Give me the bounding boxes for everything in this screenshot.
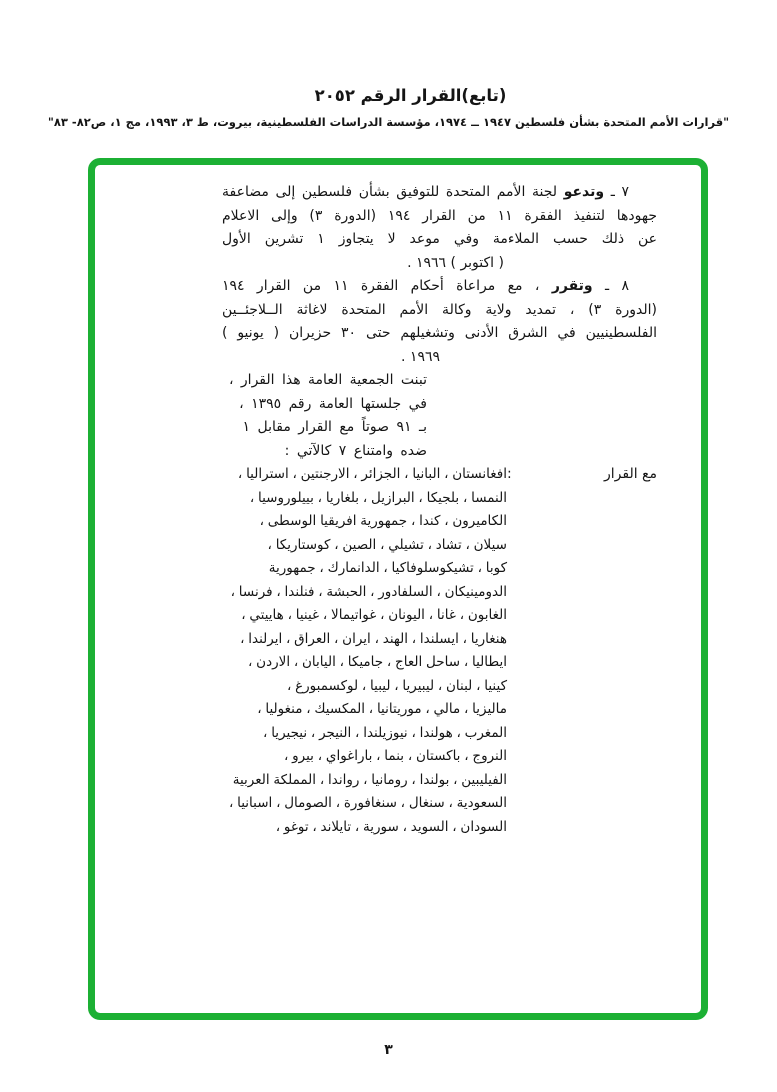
clause-7-text: لجنة الأمم المتحدة للتوفيق بشأن فلسطين إلى مضاعفة — [222, 184, 558, 200]
vote-countries-line: كينيا ، لبنان ، ليبيريا ، ليبيا ، لوكسمبورغ ، — [286, 677, 507, 694]
vote-for-label-text: مع القرار — [603, 466, 657, 482]
clause-7-line-1 — [222, 181, 657, 205]
clause-8-number: ٨ ـ — [605, 278, 630, 294]
vote-countries-line: ايطاليا ، ساحل العاج ، جاميكا ، اليابان ، الاردن ، — [248, 654, 507, 670]
vote-countries-line: افغانستان ، البانيا ، الجزائر ، الارجنتين ، استراليا ، — [237, 466, 507, 482]
adoption-line-4: ضده وامتناع ٧ كالآتي : — [284, 442, 427, 459]
vote-countries-line: ماليزيا ، مالي ، موريتانيا ، المكسيك ، منغوليا ، — [257, 701, 507, 717]
vote-record — [222, 463, 657, 839]
vote-countries-line: الدومينيكان ، السلفادور ، الحبشة ، فنلندا ، فرنسا ، — [230, 583, 507, 600]
adoption-line-3: بـ ٩١ صوتاً مع القرار مقابل ١ — [242, 419, 427, 435]
vote-countries-line: الكاميرون ، كندا ، جمهورية افريقيا الوسطى ، — [259, 513, 507, 529]
vote-for-label — [507, 463, 657, 839]
clause-8-line-1 — [222, 275, 657, 299]
vote-for-colon: : — [507, 466, 512, 482]
clause-7 — [222, 181, 657, 275]
vote-countries-line: كوبا ، تشيكوسلوفاكيا ، الدانمارك ، جمهورية — [268, 560, 507, 576]
resolution-body — [95, 165, 701, 1013]
clause-7-line-2: جهودها لتنفيذ الفقرة ١١ من القرار ١٩٤ (الدورة ٣) وإلى الاعلام — [222, 207, 657, 224]
clause-8-line-2: (الدورة ٣) ، تمديد ولاية وكالة الأمم المتحدة لاغاثة الــلاجئــين — [222, 301, 657, 318]
clause-8-line-3: الفلسطينيين في الشرق الأدنى وتشغيلهم حتى ٣٠ حزيران ( يونيو ) — [222, 325, 657, 341]
vote-countries-line: النروج ، باكستان ، بنما ، باراغواي ، بيرو ، — [283, 748, 507, 764]
vote-countries-line: السعودية ، سنغال ، سنغافورة ، الصومال ، اسبانيا ، — [228, 795, 507, 811]
adoption-line-1: تبنت الجمعية العامة هذا القرار ، — [228, 372, 427, 388]
vote-countries-line: المغرب ، هولندا ، نيوزيلندا ، النيجر ، نيجيريا ، — [263, 724, 507, 741]
green-frame — [88, 158, 708, 1020]
clause-8-text: ، مع مراعاة أحكام الفقرة ١١ من القرار ١٩٤ — [222, 278, 540, 294]
clause-8 — [222, 275, 657, 369]
clause-8-line-4: ١٩٦٩ . — [401, 348, 440, 365]
clause-7-number: ٧ ـ — [610, 184, 630, 200]
vote-countries-line: هنغاريا ، ايسلندا ، الهند ، ايران ، العراق ، ايرلندا ، — [240, 630, 507, 647]
clause-8-verb: وتقرر — [551, 278, 593, 294]
vote-countries-line: السودان ، السويد ، سورية ، تايلاند ، توغو ، — [275, 818, 507, 835]
clause-7-line-4: ( اكتوبر ) ١٩٦٦ . — [407, 254, 504, 271]
vote-countries-line: النمسا ، بلجيكا ، البرازيل ، بلغاريا ، بييلوروسيا ، — [249, 489, 507, 506]
source-citation: "قرارات الأمم المتحدة بشأن فلسطين ١٩٤٧ ــ ١٩٧٤، مؤسسة الدراسات الفلسطينية، بيروت، ط ٣، ١٩٩٣، مج ١، ص٨٢- ٨٣" — [47, 115, 730, 129]
vote-for-countries — [222, 463, 507, 839]
page-number: ٣ — [384, 1042, 393, 1058]
resolution-title: (تابع)القرار الرقم ٢٠٥٢ — [314, 86, 507, 105]
vote-countries-line: سيلان ، تشاد ، تشيلي ، الصين ، كوستاريكا ، — [267, 536, 507, 553]
vote-countries-line: الفيليبين ، بولندا ، رومانيا ، رواندا ، المملكة العربية — [232, 771, 507, 788]
adoption-statement — [222, 369, 427, 463]
adoption-line-2: في جلستها العامة رقم ١٣٩٥ ، — [239, 395, 427, 412]
clause-7-verb: وتدعو — [563, 184, 605, 200]
clause-7-line-3: عن ذلك حسب الملاءمة وفي موعد لا يتجاوز ١ تشرين الأول — [222, 231, 657, 247]
vote-countries-line: الغابون ، غانا ، اليونان ، غواتيمالا ، غينيا ، هاييتي ، — [241, 607, 507, 623]
